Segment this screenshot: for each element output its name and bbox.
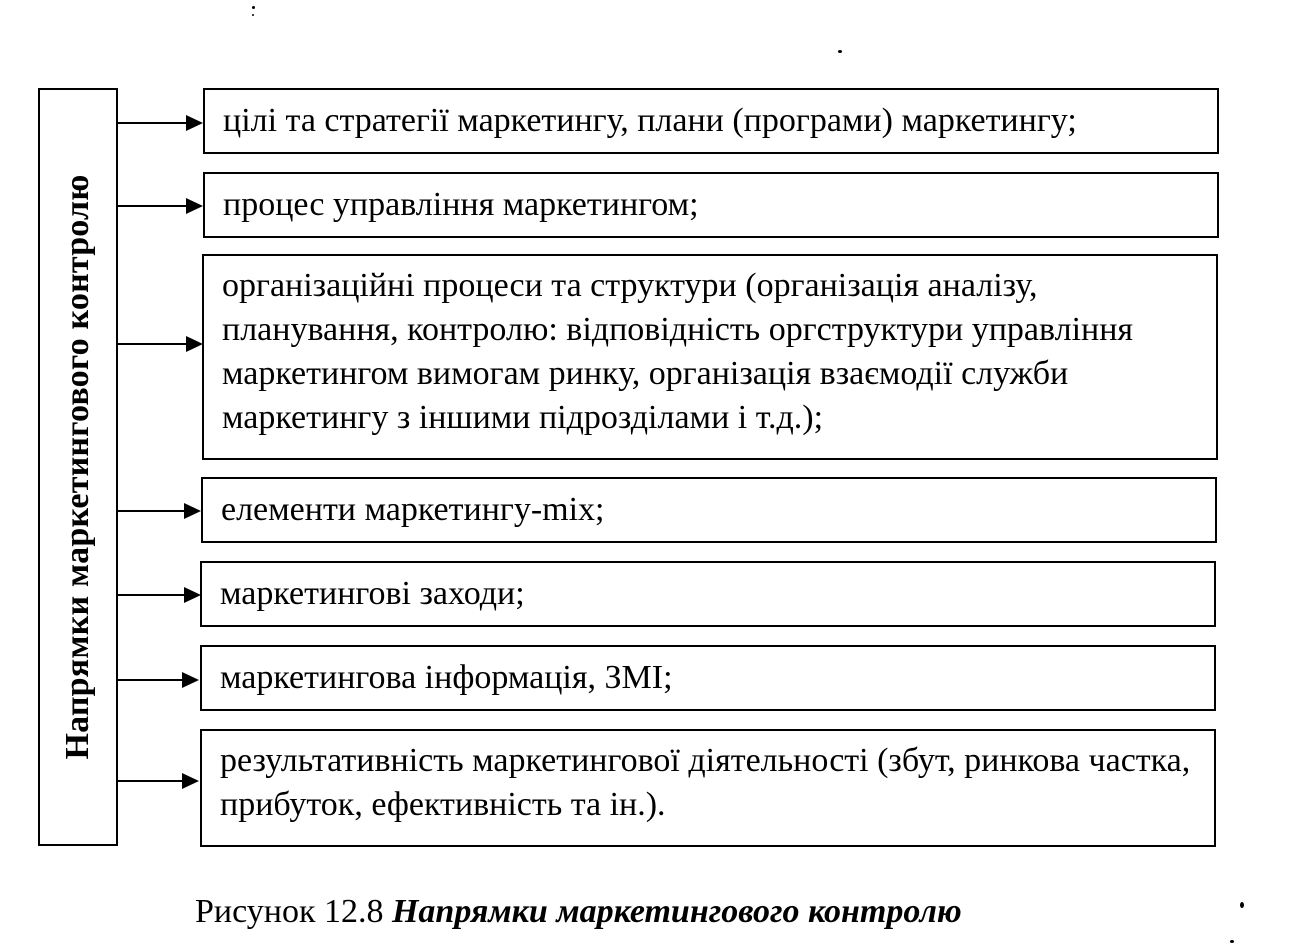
caption-title: Напрямки маркетингового контролю	[391, 893, 962, 930]
diagram-item-text: цілі та стратегії маркетингу, плани (програми) маркетингу;	[223, 102, 1077, 139]
diagram-item-text: організаційні процеси та структури (організація аналізу, планування, контролю: відповідність оргструктури управління маркетингом вимогам ринку, організація взаємодії служби маркетингу з іншими підрозділами і т.д.);	[222, 267, 1134, 436]
caption-prefix: Рисунок 12.8	[195, 893, 392, 930]
scan-speck	[838, 50, 842, 53]
scan-speck	[252, 6, 255, 9]
connector-line	[118, 780, 182, 782]
scan-speck	[1230, 940, 1234, 943]
root-node	[38, 88, 118, 846]
connector-line	[118, 679, 182, 681]
arrow-head-icon	[182, 672, 199, 688]
diagram-item-text: елементи маркетингу-mix;	[221, 491, 605, 528]
diagram-item-process	[203, 172, 1219, 238]
scan-speck	[252, 14, 254, 16]
diagram-item-text: маркетингова інформація, ЗМІ;	[220, 659, 673, 696]
connector-line	[118, 122, 186, 124]
connector-line	[118, 594, 184, 596]
arrow-head-icon	[186, 115, 203, 131]
scan-speck	[1240, 902, 1244, 908]
diagram-item-marketing-mix	[201, 477, 1217, 543]
arrow-head-icon	[186, 198, 203, 214]
root-node-label: Напрямки маркетингового контролю	[59, 174, 96, 760]
connector-line	[118, 205, 186, 207]
diagram-item-activities	[200, 561, 1216, 627]
diagram-item-goals	[203, 88, 1219, 154]
arrow-head-icon	[184, 503, 201, 519]
diagram-item-results	[200, 729, 1216, 847]
diagram-item-text: результативність маркетингової діятельності (збут, ринкова частка, прибуток, ефективність та ін.).	[220, 742, 1191, 823]
arrow-head-icon	[184, 587, 201, 603]
diagram-item-organization	[202, 254, 1218, 460]
diagram-item-text: процес управління маркетингом;	[223, 186, 699, 223]
arrow-head-icon	[186, 336, 203, 352]
diagram-item-information	[200, 645, 1216, 711]
diagram-item-text: маркетингові заходи;	[220, 575, 525, 612]
figure-caption	[195, 893, 962, 931]
connector-line	[118, 343, 186, 345]
arrow-head-icon	[182, 773, 199, 789]
connector-line	[118, 510, 184, 512]
